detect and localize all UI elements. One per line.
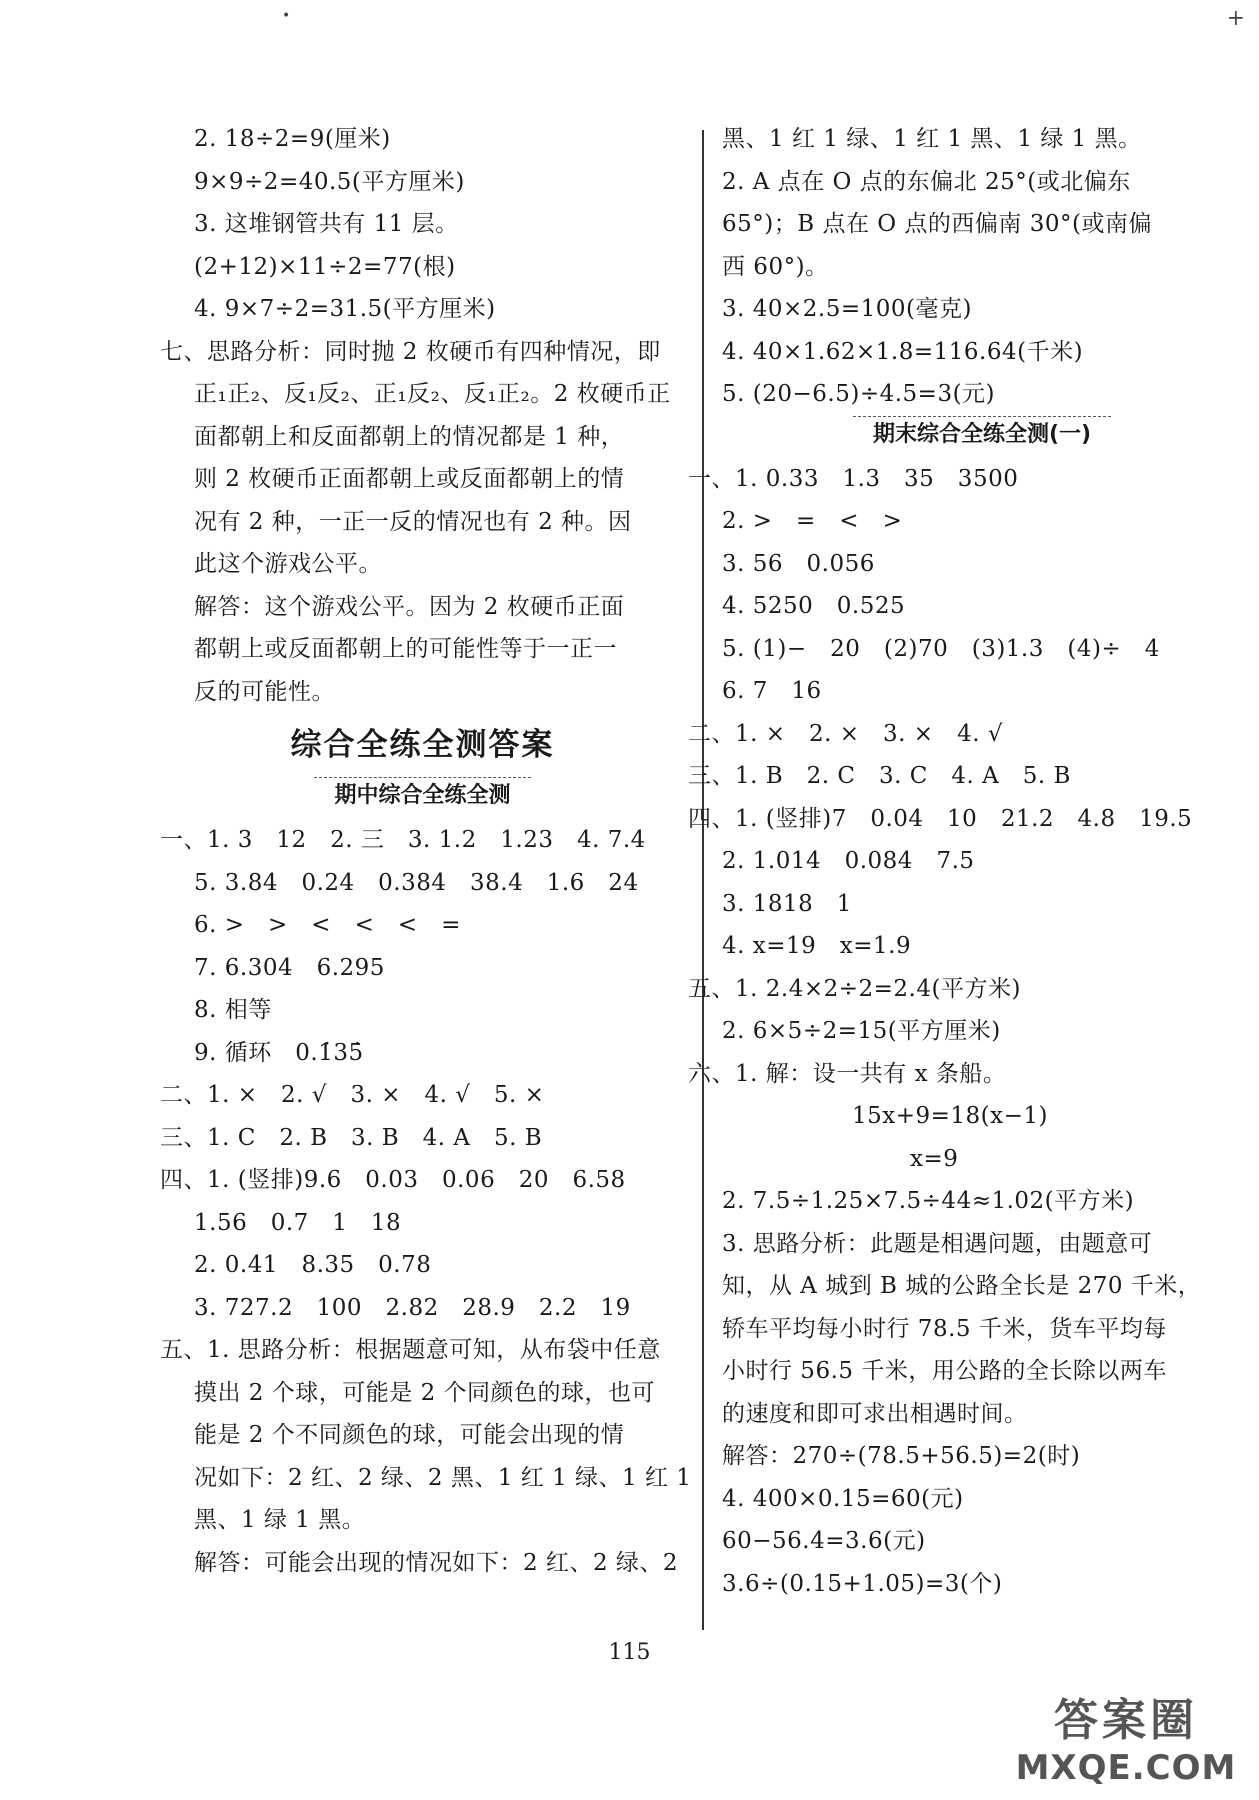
right-answers-top <box>722 118 1242 416</box>
answer-line: 二、1. × 2. × 3. × 4. √ <box>688 720 1003 747</box>
scan-dot: • <box>282 8 291 24</box>
answer-line: 五、1. 2.4×2÷2=2.4(平方米) <box>688 975 1021 1002</box>
answer-line: x=9 <box>910 1145 959 1172</box>
answer-line: 黑、1 绿 1 黑。 <box>194 1507 366 1533</box>
answer-line: 3. 727.2 100 2.82 28.9 2.2 19 <box>194 1294 631 1321</box>
answer-line: 一、1. 0.33 1.3 35 3500 <box>688 465 1019 492</box>
left-answers-top <box>160 118 685 713</box>
answer-line: 黑、1 红 1 绿、1 红 1 黑、1 绿 1 黑。 <box>722 126 1142 152</box>
section-title: 综合全练全测答案 <box>290 727 555 763</box>
answer-line: 三、1. C 2. B 3. B 4. A 5. B <box>160 1124 543 1151</box>
answer-line: 面都朝上和反面都朝上的情况都是 1 种， <box>194 423 625 450</box>
answer-line: 正₁正₂、反₁反₂、正₁反₂、反₁正₂。2 枚硬币正 <box>194 381 671 407</box>
answer-line: 能是 2 个不同颜色的球，可能会出现的情 <box>194 1422 625 1448</box>
answer-line: 四、1. (竖排)7 0.04 10 21.2 4.8 19.5 <box>688 805 1193 832</box>
answer-line: 2. 7.5÷1.25×7.5÷44≈1.02(平方米) <box>722 1188 1135 1214</box>
answer-line: 2. > = < > <box>722 508 903 534</box>
answer-line: 4. 400×0.15=60(元) <box>722 1485 964 1512</box>
column-divider <box>702 130 704 1630</box>
answer-line: 小时行 56.5 千米，用公路的全长除以两车 <box>722 1358 1167 1384</box>
answer-line: 五、1. 思路分析：根据题意可知，从布袋中任意 <box>160 1337 661 1363</box>
answer-line: (2+12)×11÷2=77(根) <box>194 253 456 280</box>
answer-line: 况如下：2 红、2 绿、2 黑、1 红 1 绿、1 红 1 <box>194 1464 692 1491</box>
answer-line: 15x+9=18(x−1) <box>852 1103 1049 1129</box>
left-column <box>160 118 692 1584</box>
left-answers-midterm <box>160 819 692 1584</box>
page-number: 115 <box>608 1640 651 1665</box>
answer-line: 2. 6×5÷2=15(平方厘米) <box>722 1018 1001 1044</box>
answer-line: 解答：270÷(78.5+56.5)=2(时) <box>722 1443 1081 1469</box>
answer-line: 轿车平均每小时行 78.5 千米，货车平均每 <box>722 1315 1167 1342</box>
answer-line: 的速度和即可求出相遇时间。 <box>722 1400 1028 1427</box>
answer-line: 四、1. (竖排)9.6 0.03 0.06 20 6.58 <box>160 1167 626 1193</box>
answer-line: 3.6÷(0.15+1.05)=3(个) <box>722 1570 1003 1597</box>
answer-line: 2. 18÷2=9(厘米) <box>194 126 391 152</box>
answer-line: 5. 3.84 0.24 0.384 38.4 1.6 24 <box>194 869 639 896</box>
right-answers-final <box>688 458 1242 1606</box>
answer-line: 则 2 枚硬币正面都朝上或反面都朝上的情 <box>194 466 625 492</box>
answer-line: 此这个游戏公平。 <box>194 551 382 577</box>
answer-line: 1.56 0.7 1 18 <box>194 1209 402 1236</box>
midterm-subtitle: 期中综合全练全测 <box>160 777 685 819</box>
answer-line: 3. 1818 1 <box>722 890 852 917</box>
answer-line: 七、思路分析：同时抛 2 枚硬币有四种情况，即 <box>160 338 661 365</box>
answer-line: 3. 56 0.056 <box>722 550 875 577</box>
answer-line: 6. > > < < < = <box>194 912 461 938</box>
answer-line: 二、1. × 2. √ 3. × 4. √ 5. × <box>160 1082 545 1108</box>
answer-line: 4. 40×1.62×1.8=116.64(千米) <box>722 338 1084 365</box>
answer-line: 都朝上或反面都朝上的可能性等于一正一 <box>194 636 617 662</box>
answer-line: 4. 5250 0.525 <box>722 593 906 619</box>
answer-line: 反的可能性。 <box>194 678 335 705</box>
answer-line: 65°)；B 点在 O 点的西偏南 30°(或南偏 <box>722 211 1152 237</box>
answer-line: 西 60°)。 <box>722 253 829 280</box>
answer-line: 5. (1)− 20 (2)70 (3)1.3 (4)÷ 4 <box>722 635 1160 662</box>
answer-line: 3. 40×2.5=100(毫克) <box>722 296 972 322</box>
answer-line: 知，从 A 城到 B 城的公路全长是 270 千米， <box>722 1273 1202 1299</box>
answer-line: 一、1. 3 12 2. 三 3. 1.2 1.23 4. 7.4 <box>160 827 646 853</box>
answer-line: 3. 这堆钢管共有 11 层。 <box>194 211 459 237</box>
answer-line: 7. 6.304 6.295 <box>194 954 385 981</box>
answer-line: 5. (20−6.5)÷4.5=3(元) <box>722 381 996 407</box>
answer-line: 6. 7 16 <box>722 678 822 704</box>
answer-line: 六、1. 解：设一共有 x 条船。 <box>688 1060 1007 1087</box>
answer-line: 三、1. B 2. C 3. C 4. A 5. B <box>688 763 1071 789</box>
final-subtitle: 期末综合全练全测(一) <box>722 416 1242 458</box>
answer-line: 2. 1.014 0.084 7.5 <box>722 848 975 874</box>
answer-line: 60−56.4=3.6(元) <box>722 1528 926 1554</box>
answer-line: 2. A 点在 O 点的东偏北 25°(或北偏东 <box>722 168 1131 195</box>
answer-line: 3. 思路分析：此题是相遇问题，由题意可 <box>722 1230 1153 1257</box>
answer-line: 2. 0.41 8.35 0.78 <box>194 1252 432 1278</box>
corner-mark: + <box>1226 6 1245 31</box>
right-column <box>688 118 1242 1605</box>
answer-line: 9. 循环 0.1̇35̇ <box>194 1039 364 1066</box>
answer-line: 解答：可能会出现的情况如下：2 红、2 绿、2 <box>194 1549 679 1576</box>
watermark-logo: 答案圈 MXQE.COM <box>1015 1695 1237 1788</box>
answer-line: 况有 2 种，一正一反的情况也有 2 种。因 <box>194 508 632 535</box>
answer-line: 4. x=19 x=1.9 <box>722 933 912 959</box>
answer-line: 8. 相等 <box>194 997 272 1023</box>
answer-line: 9×9÷2=40.5(平方厘米) <box>194 168 465 195</box>
answer-line: 摸出 2 个球，可能是 2 个同颜色的球，也可 <box>194 1379 656 1406</box>
answer-line: 解答：这个游戏公平。因为 2 枚硬币正面 <box>194 593 625 620</box>
answer-line: 4. 9×7÷2=31.5(平方厘米) <box>194 296 496 322</box>
